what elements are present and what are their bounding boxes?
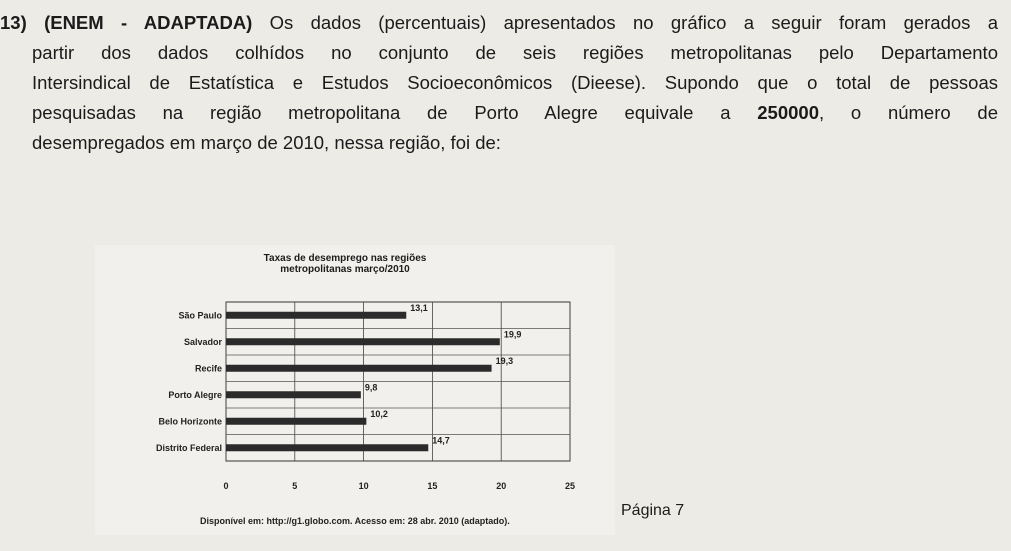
- x-tick-label: 15: [427, 481, 438, 491]
- question-highlight-value: 250000: [757, 102, 819, 123]
- data-label: 9,8: [364, 382, 378, 393]
- bar-chart: [95, 245, 615, 535]
- bar: [226, 418, 366, 425]
- chart-source: Disponível em: http://g1.globo.com. Acesso em: 28 abr. 2010 (adaptado).: [200, 516, 510, 526]
- bar: [226, 444, 428, 451]
- question-line-4-start: pesquisadas na região metropolitana de Porto Alegre equivale a: [32, 102, 731, 123]
- question-line-1-rest: Os dados (percentuais) apresentados no gráfico a seguir foram gerados a: [269, 12, 999, 33]
- category-label: São Paulo: [178, 310, 222, 321]
- question-line-1: [0, 8, 998, 38]
- question-line-4: [0, 98, 998, 128]
- bar: [226, 365, 492, 372]
- category-label: Belo Horizonte: [158, 416, 222, 427]
- question-line-3: Intersindical de Estatística e Estudos Socioeconômicos (Dieese). Supondo que o total de pessoas: [32, 72, 998, 93]
- x-tick-label: 0: [223, 481, 229, 491]
- category-label: Salvador: [183, 336, 222, 347]
- bar: [226, 312, 406, 319]
- category-label: Distrito Federal: [155, 442, 222, 453]
- data-label: 14,7: [432, 435, 450, 446]
- chart-title-line-1: Taxas de desemprego nas regiões: [263, 253, 427, 264]
- category-label: Recife: [194, 363, 222, 374]
- data-label: 13,1: [410, 302, 428, 313]
- question-source-tag: (ENEM - ADAPTADA): [44, 12, 253, 33]
- bar: [226, 391, 361, 398]
- chart-title-line-2: metropolitanas março/2010: [280, 264, 410, 275]
- data-label: 10,2: [370, 408, 388, 419]
- bar: [226, 338, 500, 345]
- x-tick-label: 5: [292, 481, 298, 491]
- question-line-4-end: , o número de: [819, 102, 999, 123]
- x-tick-label: 20: [496, 481, 507, 491]
- question-line-2: partir dos dados colhídos no conjunto de seis regiões metropolitanas pelo Departamento: [32, 42, 998, 63]
- x-tick-label: 10: [358, 481, 369, 491]
- question-text: [0, 8, 998, 158]
- question-number: 13): [0, 12, 27, 33]
- question-line-5: desempregados em março de 2010, nessa região, foi de:: [32, 132, 501, 153]
- page-number: Página 7: [621, 502, 685, 519]
- data-label: 19,3: [495, 355, 514, 366]
- data-label: 19,9: [503, 329, 522, 340]
- category-label: Porto Alegre: [168, 389, 222, 400]
- x-tick-label: 25: [564, 481, 576, 491]
- chart-container: [95, 245, 615, 535]
